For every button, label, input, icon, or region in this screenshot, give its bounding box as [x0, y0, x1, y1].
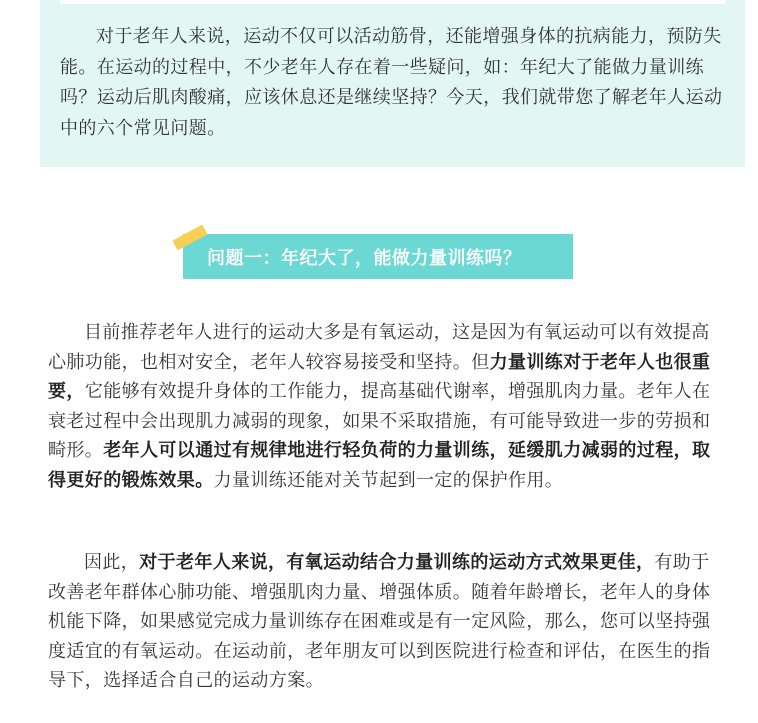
paragraph-2-bold-1: 对于老年人来说，有氧运动结合力量训练的运动方式效果更佳， [139, 552, 655, 573]
question-1-heading [183, 234, 573, 279]
question-1-title: 问题一：年纪大了，能做力量训练吗？ [207, 247, 522, 269]
intro-top-divider [60, 0, 725, 4]
paragraph-2-text-2: 有助于改善老年群体心肺功能、增强肌肉力量、增强体质。随着年龄增长，老年人的身体机能下降，如果感觉完成力量训练存在困难或是有一定风险，那么，您可以坚持强度适宜的有氧运动。在运动前，老年朋友可以到医院进行检查和评估，在医生的指导下，选择适合自己的运动方案。 [48, 552, 711, 691]
paragraph-1-text-1: 目前推荐老年人进行的运动大多是有氧运动，这是因为有氧运动可以有效提高心肺功能，也相对安全，老年人较容易接受和坚持。但 [48, 322, 710, 373]
paragraph-1-text-3: 力量训练还能对关节起到一定的保护作用。 [213, 469, 564, 491]
paragraph-1-bold-2: 老年人可以通过有规律地进行轻负荷的力量训练，延缓肌力减弱的过程，取得更好的锻炼效果。 [48, 440, 711, 491]
paragraph-1-text-2: 它能够有效提升身体的工作能力，提高基础代谢率，增强肌肉力量。老年人在衰老过程中会出现肌力减弱的现象，如果不采取措施，有可能导致进一步的劳损和畸形。 [48, 381, 711, 461]
paragraph-1 [48, 318, 712, 495]
paragraph-2 [48, 548, 712, 696]
intro-paragraph: 对于老年人来说，运动不仅可以活动筋骨，还能增强身体的抗病能力，预防失能。在运动的过程中，不少老年人存在着一些疑问，如：年纪大了能做力量训练吗？运动后肌肉酸痛，应该休息还是继续坚持？今天，我们就带您了解老年人运动中的六个常见问题。 [60, 26, 723, 139]
paragraph-1-bold-1: 力量训练对于老年人也很重要， [48, 351, 711, 402]
paragraph-2-text-1: 因此， [84, 552, 140, 573]
